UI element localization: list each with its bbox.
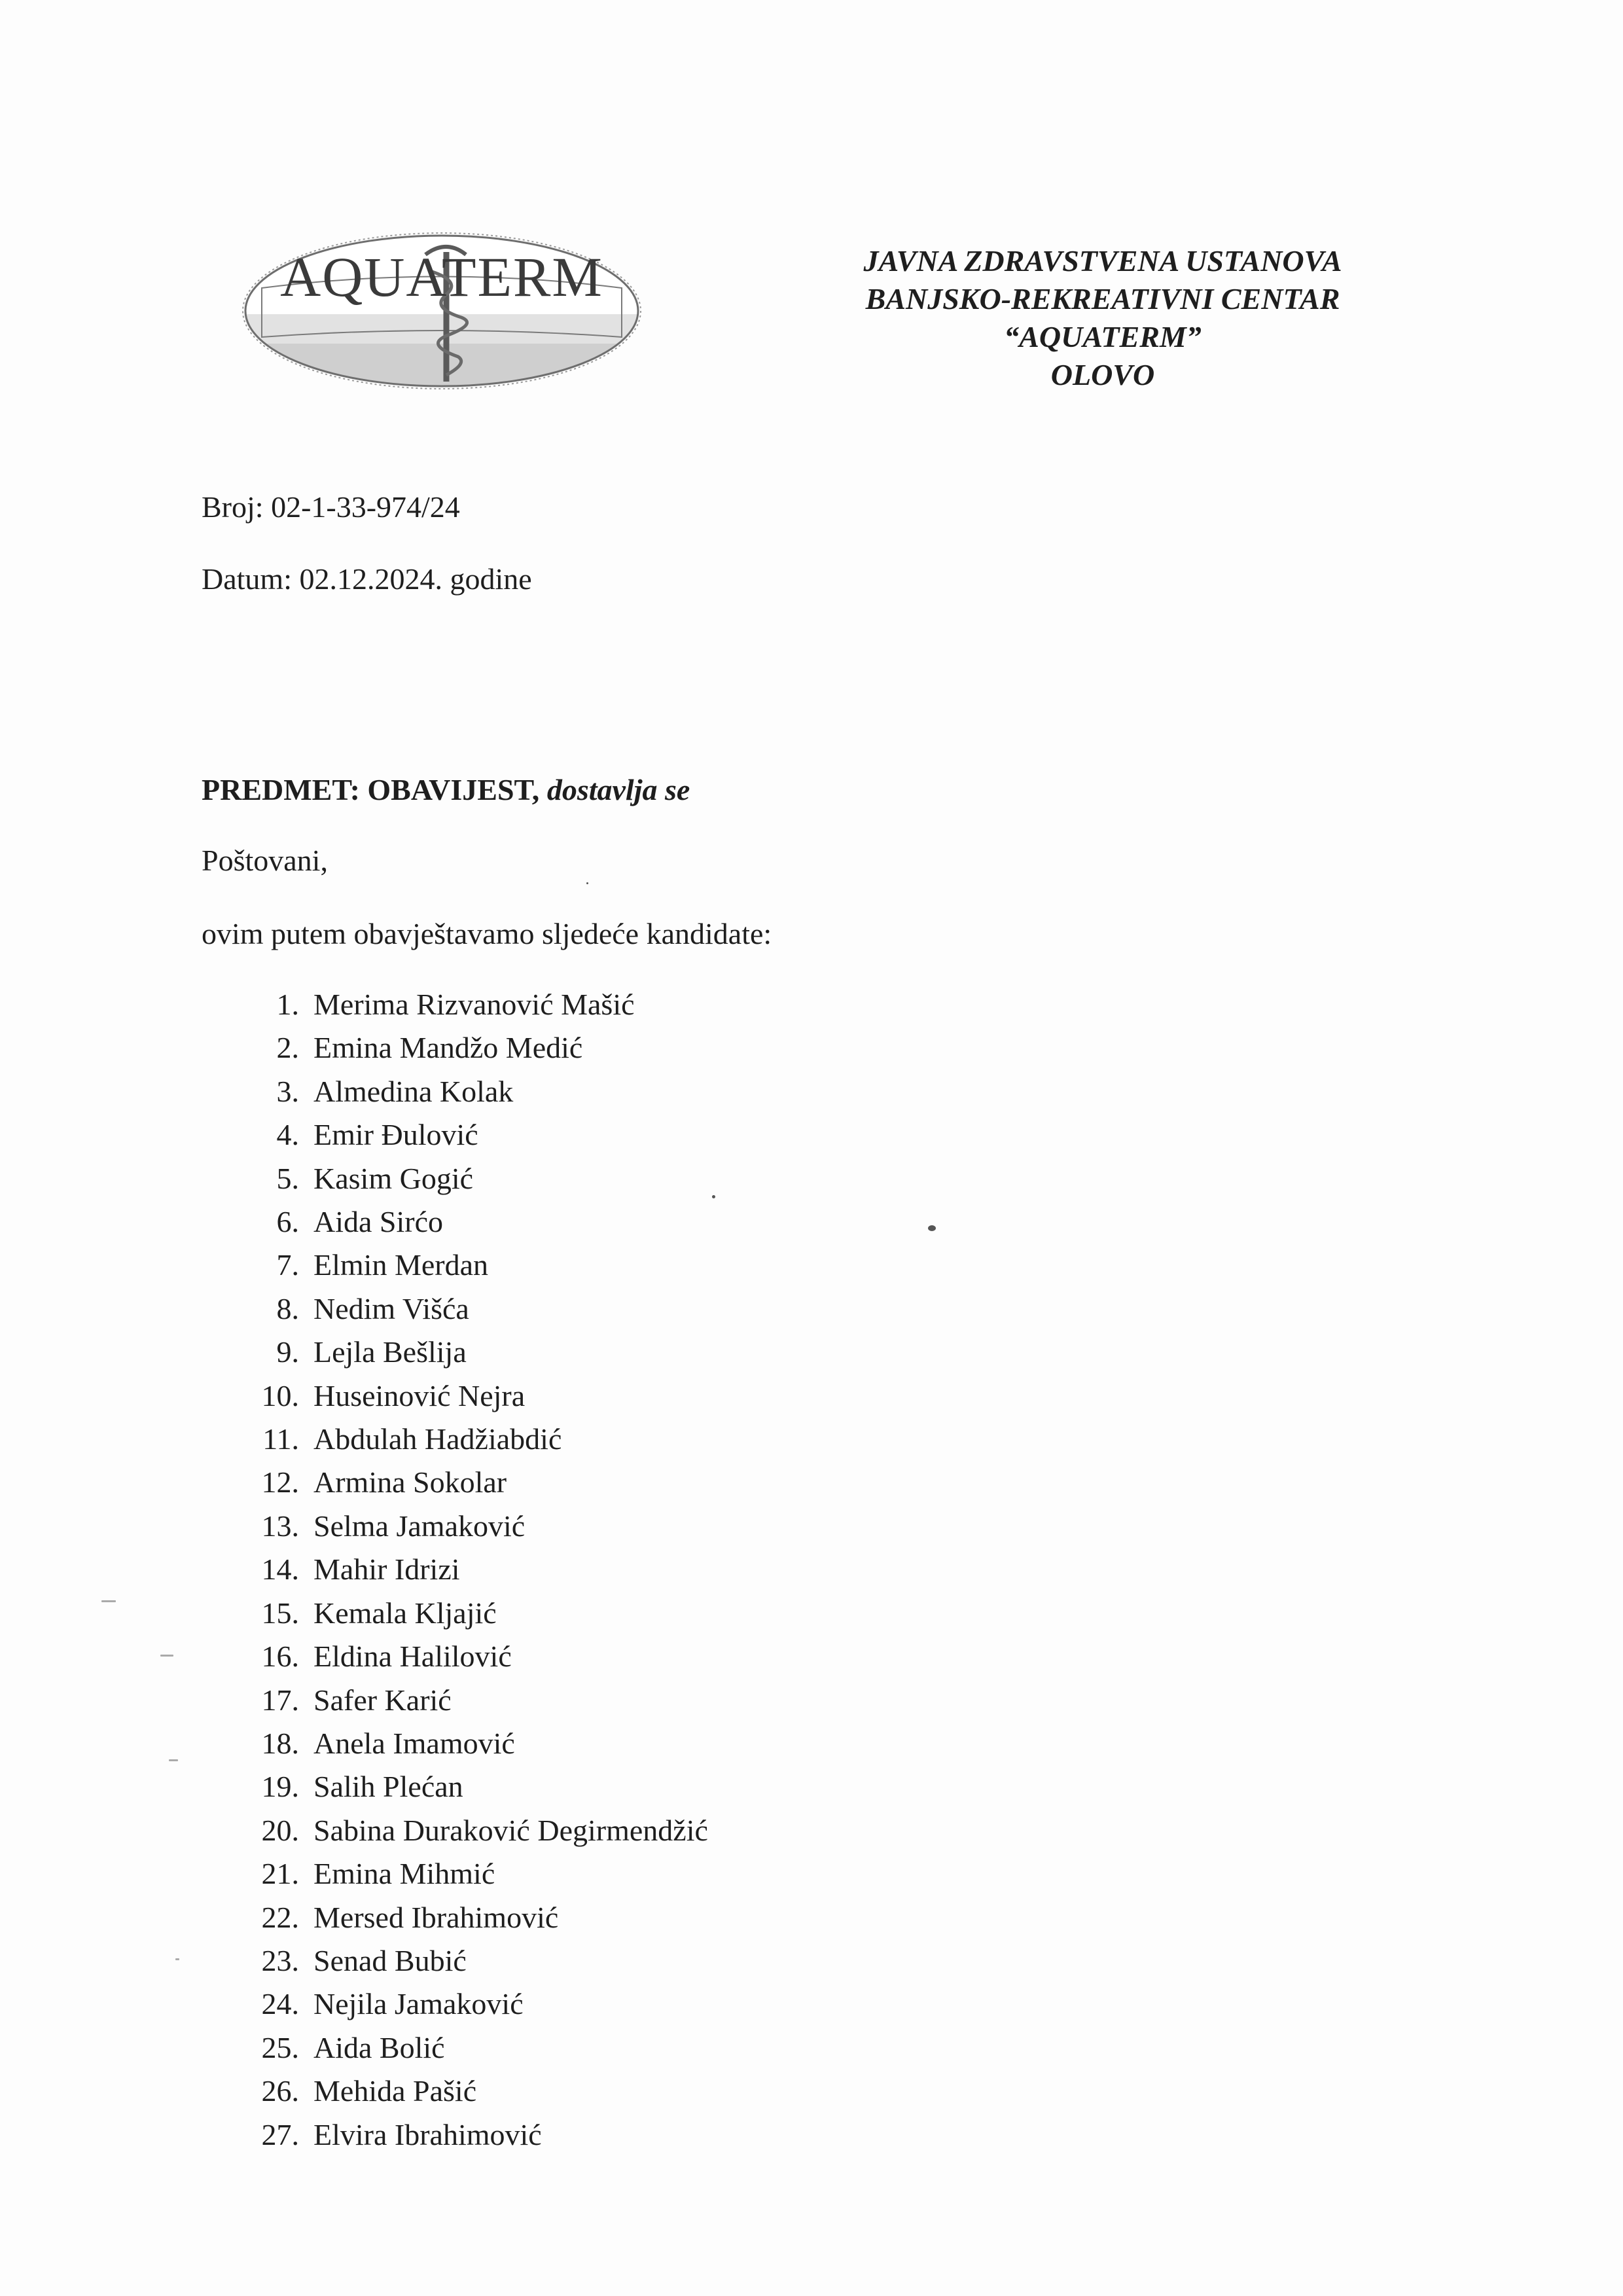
candidate-number: 22. (261, 1900, 299, 1934)
candidate-number: 15. (261, 1596, 299, 1630)
candidate-item (252, 1461, 708, 1504)
candidate-number: 7. (276, 1248, 299, 1282)
candidate-name: Aida Bolić (313, 2030, 445, 2064)
candidate-name: Sabina Duraković Degirmendžić (313, 1813, 708, 1847)
candidate-item (252, 1244, 708, 1287)
candidate-name: Senad Bubić (313, 1943, 467, 1977)
candidate-number: 27. (261, 2117, 299, 2151)
candidate-item (252, 1852, 708, 1895)
candidate-number: 13. (261, 1509, 299, 1543)
candidate-number: 26. (261, 2074, 299, 2108)
candidate-number: 3. (276, 1074, 299, 1108)
candidate-item (252, 1026, 708, 1069)
candidate-name: Kasim Gogić (313, 1161, 474, 1195)
institution-line: BANJSKO-REKREATIVNI CENTAR (865, 282, 1340, 315)
candidate-number: 19. (261, 1770, 299, 1804)
institution-line: “AQUATERM” (1004, 320, 1202, 353)
candidate-name: Elmin Merdan (313, 1248, 488, 1282)
subject-italic: dostavlja se (546, 773, 690, 806)
candidate-name: Eldina Halilović (313, 1640, 512, 1674)
candidate-number: 8. (276, 1291, 299, 1325)
candidate-name: Anela Imamović (313, 1726, 515, 1760)
candidate-item (252, 1809, 708, 1852)
institution-line: OLOVO (1050, 358, 1155, 391)
scan-speck (169, 1759, 178, 1761)
candidate-number: 6. (276, 1205, 299, 1239)
candidate-item (252, 1331, 708, 1374)
candidate-number: 17. (261, 1683, 299, 1717)
document-number (202, 490, 460, 524)
candidate-number: 21. (261, 1857, 299, 1891)
scan-speck (586, 882, 588, 884)
document-date-value: 02.12.2024. godine (299, 562, 532, 596)
candidate-number: 25. (261, 2030, 299, 2064)
candidate-item (252, 1982, 708, 2026)
candidate-item (252, 1287, 708, 1331)
candidate-item (252, 1635, 708, 1678)
candidate-name: Safer Karić (313, 1683, 452, 1717)
candidate-number: 12. (261, 1465, 299, 1499)
candidate-item (252, 1505, 708, 1548)
candidate-item (252, 983, 708, 1026)
document-date-label: Datum: (202, 562, 292, 596)
candidate-name: Elvira Ibrahimović (313, 2117, 542, 2151)
candidate-name: Kemala Kljajić (313, 1596, 497, 1630)
candidate-name: Selma Jamaković (313, 1509, 526, 1543)
candidate-item (252, 1200, 708, 1244)
candidate-number: 9. (276, 1335, 299, 1369)
candidate-item (252, 1896, 708, 1939)
candidate-name: Nejila Jamaković (313, 1987, 524, 2021)
candidate-number: 24. (261, 1987, 299, 2021)
candidate-item (252, 1113, 708, 1157)
candidate-name: Mersed Ibrahimović (313, 1900, 559, 1934)
scan-speck (101, 1600, 116, 1602)
logo-wordmark: AQUATERM (280, 245, 603, 308)
scan-speck (175, 1958, 179, 1960)
candidate-item (252, 1374, 708, 1418)
candidate-item (252, 1070, 708, 1113)
candidate-item (252, 1548, 708, 1591)
candidate-number: 10. (261, 1378, 299, 1412)
candidate-number: 1. (276, 988, 299, 1021)
subject-line (202, 772, 690, 807)
aquaterm-logo (236, 226, 648, 403)
document-number-label: Broj: (202, 490, 264, 524)
candidate-list (252, 983, 708, 2157)
candidate-number: 14. (261, 1552, 299, 1587)
candidate-number: 16. (261, 1640, 299, 1674)
candidate-number: 11. (262, 1422, 299, 1456)
document-date (202, 562, 532, 596)
salutation: Poštovani, (202, 844, 328, 877)
intro-paragraph: ovim putem obavještavamo sljedeće kandidate: (202, 917, 772, 950)
institution-heading (772, 242, 1433, 394)
candidate-name: Armina Sokolar (313, 1465, 507, 1499)
candidate-name: Emir Đulović (313, 1118, 478, 1152)
candidate-item (252, 1418, 708, 1461)
candidate-item (252, 1765, 708, 1808)
candidate-name: Aida Sirćo (313, 1205, 444, 1239)
scan-speck (160, 1655, 173, 1657)
candidate-name: Almedina Kolak (313, 1074, 514, 1108)
candidate-name: Merima Rizvanović Mašić (313, 988, 635, 1021)
candidate-name: Mehida Pašić (313, 2074, 477, 2108)
candidate-item (252, 2070, 708, 2113)
candidate-item (252, 1157, 708, 1200)
candidate-number: 20. (261, 1813, 299, 1847)
candidate-name: Huseinović Nejra (313, 1378, 526, 1412)
candidate-item (252, 2113, 708, 2157)
subject-bold: PREDMET: OBAVIJEST, (202, 773, 540, 806)
scan-speck (928, 1225, 936, 1231)
candidate-name: Mahir Idrizi (313, 1552, 460, 1587)
candidate-number: 18. (261, 1726, 299, 1760)
candidate-name: Emina Mandžo Medić (313, 1031, 583, 1065)
candidate-name: Lejla Bešlija (313, 1335, 467, 1369)
document-number-value: 02-1-33-974/24 (271, 490, 460, 524)
candidate-number: 2. (276, 1031, 299, 1065)
candidate-number: 5. (276, 1161, 299, 1195)
candidate-item (252, 1592, 708, 1635)
scan-speck (712, 1195, 715, 1198)
institution-line: JAVNA ZDRAVSTVENA USTANOVA (863, 244, 1342, 278)
candidate-name: Nedim Višća (313, 1291, 469, 1325)
candidate-name: Abdulah Hadžiabdić (313, 1422, 562, 1456)
candidate-item (252, 2026, 708, 2070)
candidate-item (252, 1939, 708, 1982)
candidate-name: Emina Mihmić (313, 1857, 495, 1891)
candidate-number: 4. (276, 1118, 299, 1152)
candidate-item (252, 1679, 708, 1722)
candidate-name: Salih Plećan (313, 1770, 463, 1804)
candidate-number: 23. (261, 1943, 299, 1977)
candidate-item (252, 1722, 708, 1765)
